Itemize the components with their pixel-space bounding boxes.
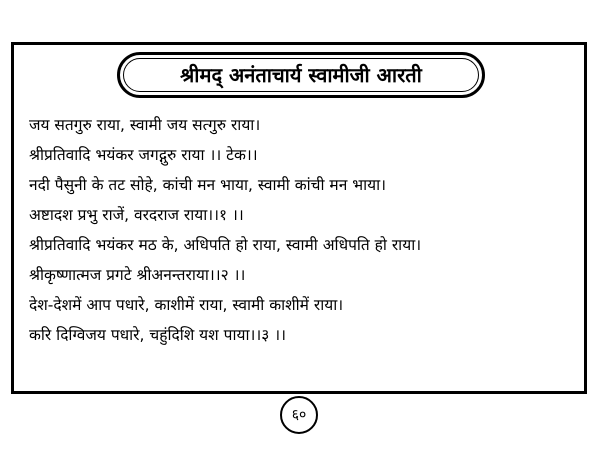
verse-line-4: अष्टादश प्रभु राजें, वरदराज राया।।१ ।।	[29, 206, 244, 224]
verse-line-8: करि दिग्विजय पधारे, चहुंदिशि यश पाया।।३ ।।	[29, 326, 286, 344]
verse-line-1: जय सतगुरु राया, स्वामी जय सत्गुरु राया।	[29, 116, 261, 134]
verse-line-7: देश-देशमें आप पधारे, काशीमें राया, स्वामी काशीमें राया।	[29, 296, 344, 314]
page-number: ६०	[280, 396, 318, 434]
verse-line-6: श्रीकृष्णात्मज प्रगटे श्रीअनन्तराया।।२ ।।	[29, 266, 246, 284]
verse-line-3: नदी पैसुनी के तट सोहे, कांची मन भाया, स्वामी कांची मन भाया।	[29, 176, 387, 194]
verse-line-5: श्रीप्रतिवादि भयंकर मठ के, अधिपति हो राया, स्वामी अधिपति हो राया।	[29, 236, 422, 254]
title-banner	[117, 52, 485, 98]
aarti-verses	[29, 110, 582, 350]
verse-line-2: श्रीप्रतिवादि भयंकर जगद्गुरु राया ।। टेक।।	[29, 146, 258, 164]
page-title: श्रीमद् अनंताचार्य स्वामीजी आरती	[180, 63, 422, 87]
